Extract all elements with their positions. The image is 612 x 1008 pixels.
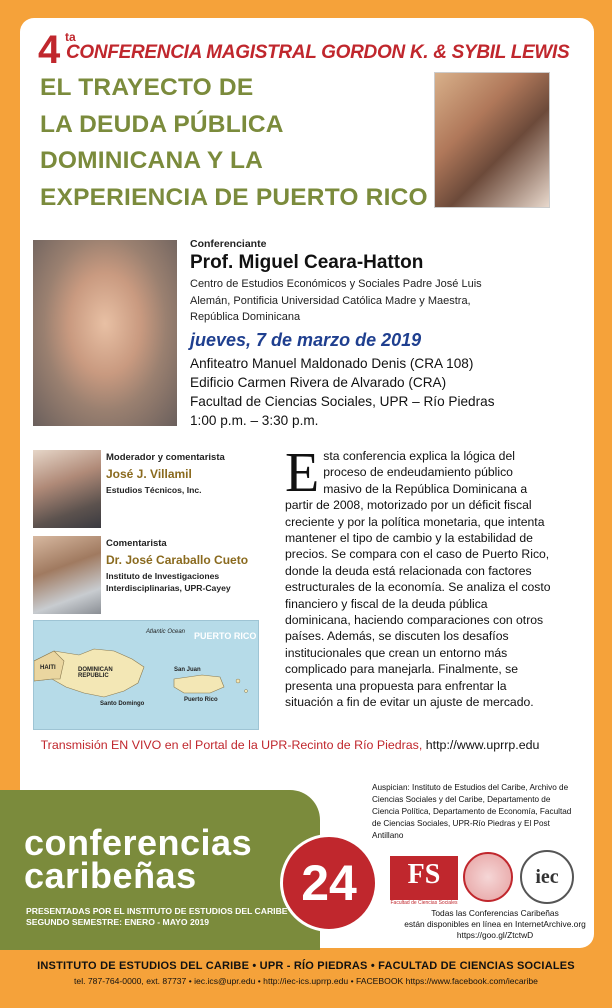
event-venue [190, 354, 540, 430]
title-line: DOMINICANA Y LA [40, 147, 264, 174]
series-title-line1: conferencias [24, 822, 253, 863]
footer-contact: tel. 787-764-0000, ext. 87737 • iec.ics@upr.edu • http://iec-ics.uprrp.edu • FACEBOOK https://www.facebook.com/iecaribe [74, 976, 538, 986]
stream-link[interactable]: http://www.uprrp.edu [425, 738, 540, 752]
speaker-affiliation: Centro de Estudios Económicos y Sociales Padre José Luis Alemán, Pontificia Universidad Católica Madre y Maestra, República Dominicana [190, 278, 482, 323]
map-label-puerto-rico: PUERTO RICO [194, 631, 257, 641]
venue-line: Edificio Carmen Rivera de Alvarado (CRA) [190, 375, 447, 390]
title-line: LA DEUDA PÚBLICA [40, 110, 284, 138]
speaker-photo [33, 240, 177, 426]
map-label-dr: DOMINICAN REPUBLIC [78, 667, 113, 679]
commentator-photo [33, 536, 101, 614]
abstract-dropcap: E [285, 442, 320, 504]
moderator-org: Estudios Técnicos, Inc. [106, 485, 202, 495]
commentator-org: Instituto de Investigaciones Interdisciplinarias, UPR-Cayey [106, 571, 231, 593]
institute-seal-logo [463, 852, 513, 902]
map-label-pr-island: Puerto Rico [184, 697, 218, 703]
conference-name: CONFERENCIA MAGISTRAL GORDON K. & SYBIL LEWIS [66, 42, 570, 63]
footer [0, 952, 612, 1008]
map-label-san-juan: San Juan [174, 667, 201, 673]
archive-link[interactable]: https://goo.gl/ZtctwD [456, 930, 534, 940]
footer-institution: INSTITUTO DE ESTUDIOS DEL CARIBE • UPR - RÍO PIEDRAS • FACULTAD DE CIENCIAS SOCIALES [37, 960, 575, 972]
series-sub-line1: PRESENTADAS POR EL INSTITUTO DE ESTUDIOS DEL CARIBE [26, 906, 288, 916]
venue-line: Anfiteatro Manuel Maldonado Denis (CRA 108) [190, 356, 474, 371]
series-title [24, 822, 253, 896]
moderator-photo [33, 450, 101, 528]
commentator-name: Dr. José Caraballo Cueto [106, 553, 249, 567]
commentator-role: Comentarista [106, 538, 167, 549]
title-line: EL TRAYECTO DE [40, 74, 254, 101]
map-label-santo-domingo: Santo Domingo [100, 701, 145, 707]
archive-line2: están disponibles en línea en InternetArchive.org [404, 919, 586, 929]
venue-line: 1:00 p.m. – 3:30 p.m. [190, 413, 319, 428]
venue-line: Facultad de Ciencias Sociales, UPR – Río Piedras [190, 394, 495, 409]
sponsors-text: Auspician: Instituto de Estudios del Caribe, Archivo de Ciencias Sociales y del Caribe, Departamento de Ciencia Política, Departamento de Economía, Facultad de Ciencias Sociales, UPR-Río Piedras y El Post Antillano [372, 783, 572, 840]
speaker-role: Conferenciante [190, 238, 267, 250]
title-line: EXPERIENCIA DE PUERTO RICO [40, 183, 428, 211]
moderator-role: Moderador y comentarista [106, 452, 225, 463]
stream-text: Transmisión EN VIVO en el Portal de la UPR-Recinto de Río Piedras, [40, 738, 423, 752]
fcs-logo-caption: Facultad de Ciencias Sociales [390, 900, 458, 906]
series-number-badge: 24 [280, 834, 378, 932]
archive-notice [395, 908, 595, 941]
abstract [285, 442, 553, 711]
series-title-line2: caribeñas [24, 855, 197, 896]
series-subtitle [26, 906, 288, 928]
moderator-name: José J. Villamil [106, 467, 192, 481]
lewis-couple-photo [434, 72, 550, 208]
stream-notice [20, 738, 560, 752]
archive-line1: Todas las Conferencias Caribeñas [431, 908, 559, 918]
series-sub-line2: SEGUNDO SEMESTRE: ENERO - MAYO 2019 [26, 917, 210, 927]
event-date: jueves, 7 de marzo de 2019 [190, 330, 422, 350]
lecture-title [40, 70, 430, 216]
ordinal-suffix: ta [65, 30, 76, 44]
speaker-name: Prof. Miguel Ceara-Hatton [190, 252, 424, 273]
iec-logo: iec [520, 850, 574, 904]
map-label-haiti: HAITI [40, 665, 56, 671]
fcs-logo: FS [390, 856, 458, 900]
map-label-ocean: Atlantic Ocean [146, 629, 186, 635]
abstract-text: sta conferencia explica la lógica del proceso de endeudamiento público masivo de la República Dominicana a partir de 2008, motorizado por un déficit fiscal creciente y por la política monetaria, que intenta mantener el tipo de cambio y la estabilidad de precios. Se compara con el caso de Puerto Rico, donde la deuda está relacionada con factores estructurales de la economía. Se analiza el costo financiero y fiscal de la deuda pública dominicana, haciendo comparaciones con otros países. Además, se discuten los desafíos institucionales que crean un entorno más complicado para manejarla. Finalmente, se presenta una propuesta para enfrentar la situación a fin de evitar un ajuste de mercado. [285, 449, 551, 710]
ordinal-number: 4 [38, 28, 61, 72]
caribbean-map [33, 620, 259, 730]
